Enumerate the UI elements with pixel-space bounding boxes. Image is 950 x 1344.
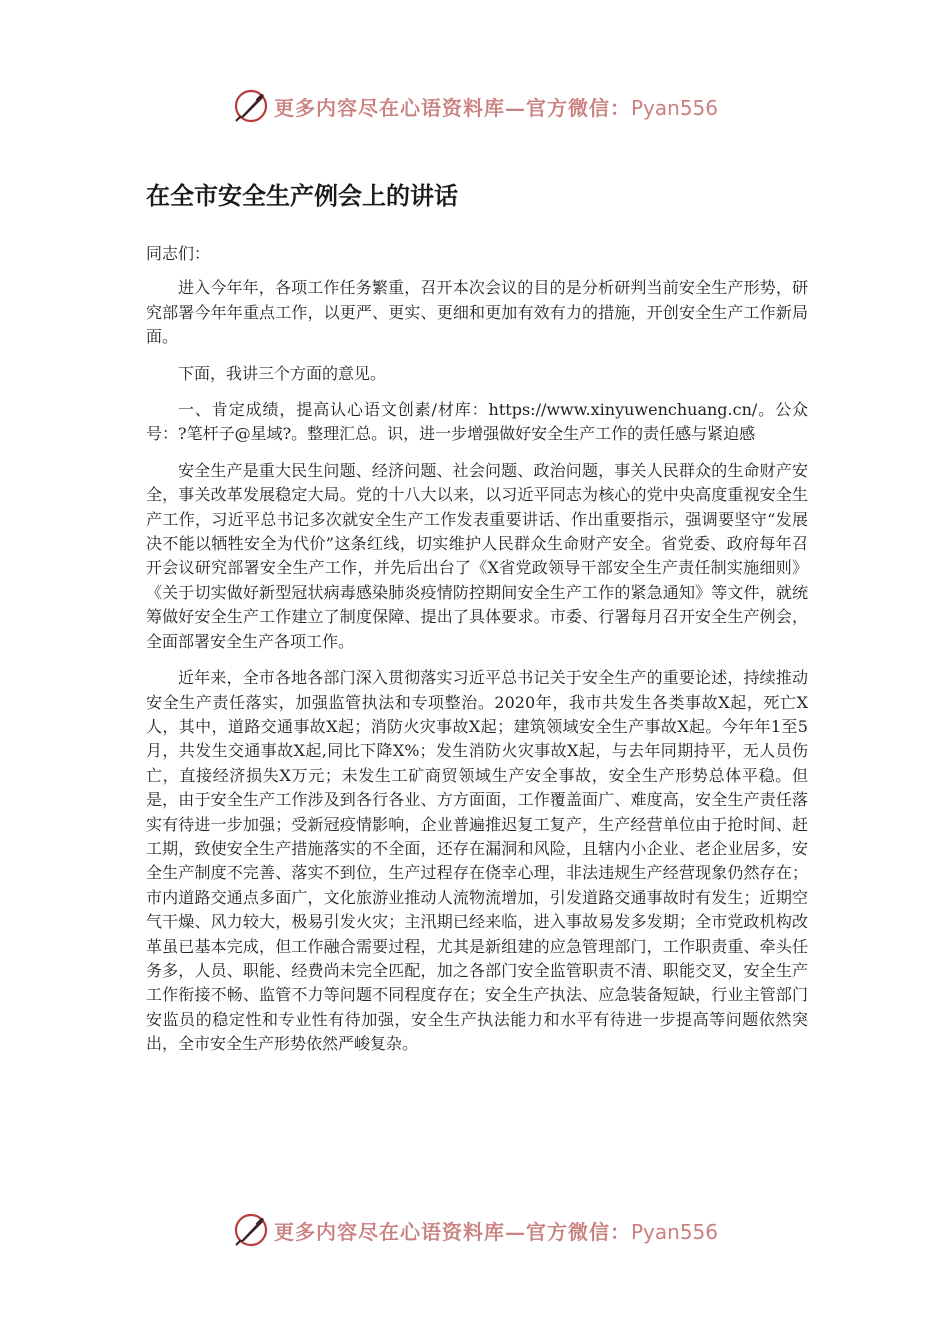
wechat-id: Pyan556 [630,95,718,120]
paragraph-recent-situation: 近年来，全市各地各部门深入贯彻落实习近平总书记关于安全生产的重要论述，持续推动安全生产责任落实，加强监管执法和专项整治。2020年，我市共发生各类事故X起，死亡X人，其中，道路交通事故X起；消防火灾事故X起；建筑领域安全生产事故X起。今年年1至5月，共发生交通事故X起,同比下降X%；发生消防火灾事故X起，与去年同期持平，无人员伤亡，直接经济损失X万元；未发生工矿商贸领域生产安全事故，安全生产形势总体平稳。但是，由于安全生产工作涉及到各行各业、方方面面，工作覆盖面广、难度高，安全生产责任落实有待进一步加强；受新冠疫情影响，企业普遍推迟复工复产，生产经营单位由于抢时间、赶工期，致使安全生产措施落实的不全面，还存在漏洞和风险，且辖内小企业、老企业居多，安全生产制度不完善、落实不到位，生产过程存在侥幸心理，非法违规生产经营现象仍然存在；市内道路交通点多面广，文化旅游业推动人流物流增加，引发道路交通事故时有发生；近期空气干燥、风力较大，极易引发火灾；主汛期已经来临，进入事故易发多发期；全市党政机构改革虽已基本完成，但工作融合需要过程，尤其是新组建的应急管理部门，工作职责重、牵头任务多，人员、职能、经费尚未完全匹配，加之各部门安全监管职责不清、职能交叉，安全生产工作衔接不畅、监管不力等问题不同程度存在；安全生产执法、应急装备短缺，行业主管部门安监员的稳定性和专业性有待加强，安全生产执法能力和水平有待进一步提高等问题依然突出，全市安全生产形势依然严峻复杂。 [146,668,808,1054]
greeting: 同志们： [146,244,211,263]
document-title: 在全市安全生产例会上的讲话 [146,182,458,210]
paragraph-intro: 进入今年年，各项工作任务繁重，召开本次会议的目的是分析研判当前安全生产形势，研究部署今年年重点工作，以更严、更实、更细和更加有效有力的措施，开创安全生产工作新局面。 [146,278,808,347]
footer-banner [0,1208,950,1252]
header-banner [0,84,950,128]
quill-logo-icon [232,87,270,125]
banner-text: 更多内容尽在心语资料库—官方微信：Pyan556 [273,95,718,120]
wechat-id: Pyan556 [630,1219,718,1244]
paragraph-safety-importance: 安全生产是重大民生问题、经济问题、社会问题、政治问题，事关人民群众的生命财产安全，事关改革发展稳定大局。党的十八大以来，以习近平同志为核心的党中央高度重视安全生产工作，习近平总书记多次就安全生产工作发表重要讲话、作出重要指示，强调要坚守“发展决不能以牺牲安全为代价”这条红线，切实维护人民群众生命财产安全。省党委、政府每年召开会议研究部署安全生产工作，并先后出台了《X省党政领导干部安全生产责任制实施细则》《关于切实做好新型冠状病毒感染肺炎疫情防控期间安全生产工作的紧急通知》等文件，就统筹做好安全生产工作建立了制度保障、提出了具体要求。市委、行署每月召开安全生产例会，全面部署安全生产各项工作。 [146,460,808,651]
section-heading-1: 一、肯定成绩，提高认心语文创素/材库：https://www.xinyuwenchuang.cn/。公众号：?笔杆子@星域?。整理汇总。识，进一步增强做好安全生产工作的责任感与紧迫感 [146,400,808,444]
quill-logo-icon [232,1211,270,1249]
banner-text: 更多内容尽在心语资料库—官方微信：Pyan556 [273,1219,718,1244]
paragraph-outline: 下面，我讲三个方面的意见。 [178,363,387,383]
document-body [146,176,808,1069]
